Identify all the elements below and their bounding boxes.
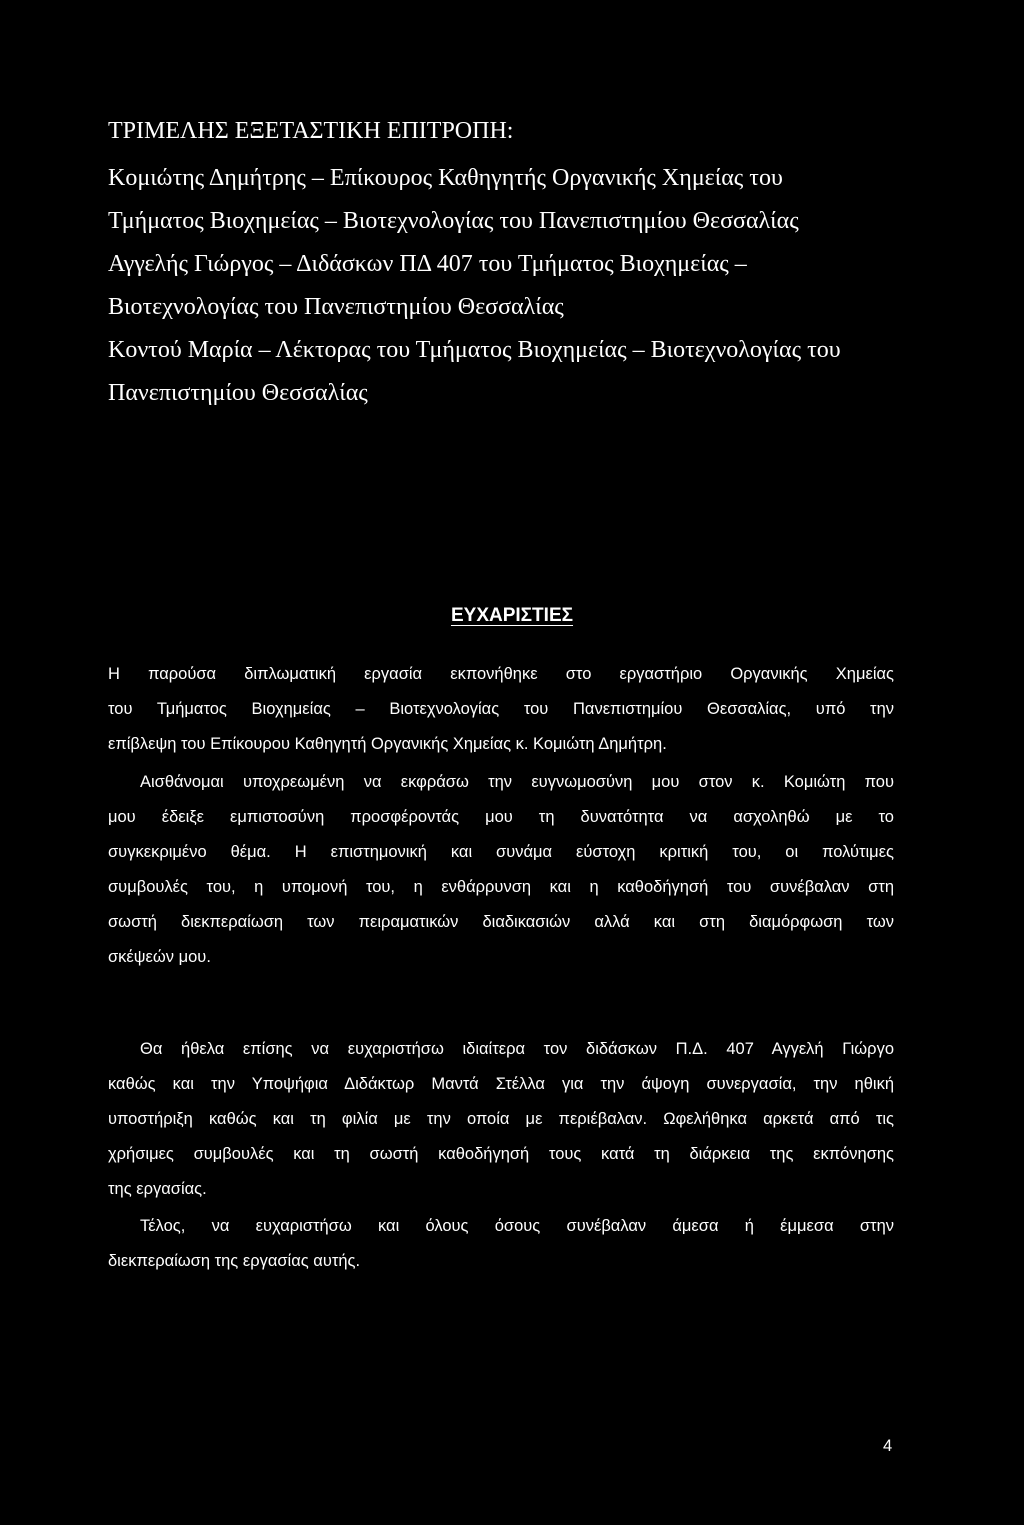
paragraph-line: Αισθάνομαι υποχρεωμένη να εκφράσω την ευγνωμοσύνη μου στον κ. Κομιώτη που xyxy=(140,773,894,791)
page-number: 4 xyxy=(883,1437,893,1455)
committee-line: Τμήματος Βιοχημείας – Βιοτεχνολογίας του Πανεπιστημίου Θεσσαλίας xyxy=(108,208,799,234)
paragraph-line: Θα ήθελα επίσης να ευχαριστήσω ιδιαίτερα τον διδάσκων Π.Δ. 407 Αγγελή Γιώργο xyxy=(140,1040,894,1058)
committee-heading: ΤΡΙΜΕΛΗΣ ΕΞΕΤΑΣΤΙΚΗ ΕΠΙΤΡΟΠΗ: xyxy=(108,118,514,144)
paragraph-line: επίβλεψη του Επίκουρου Καθηγητή Οργανικής Χημείας κ. Κομιώτη Δημήτρη. xyxy=(108,735,667,753)
paragraph-line: Τέλος, να ευχαριστήσω και όλους όσους συνέβαλαν άμεσα ή έμμεσα στην xyxy=(140,1217,894,1235)
paragraph-line: σωστή διεκπεραίωση των πειραματικών διαδικασιών αλλά και στη διαμόρφωση των xyxy=(108,913,894,931)
paragraph-line: της εργασίας. xyxy=(108,1180,207,1198)
committee-line: Αγγελής Γιώργος – Διδάσκων ΠΔ 407 του Τμήματος Βιοχημείας – xyxy=(108,251,747,277)
acknowledgements-title: ΕΥΧΑΡΙΣΤΙΕΣ xyxy=(450,605,574,626)
paragraph-line: Η παρούσα διπλωματική εργασία εκπονήθηκε στο εργαστήριο Οργανικής Χημείας xyxy=(108,665,894,683)
paragraph-line: του Τμήματος Βιοχημείας – Βιοτεχνολογίας του Πανεπιστημίου Θεσσαλίας, υπό την xyxy=(108,700,894,718)
paragraph-line: σκέψεών μου. xyxy=(108,948,211,966)
paragraph-line: συμβουλές του, η υπομονή του, η ενθάρρυνση και η καθοδήγησή του συνέβαλαν στη xyxy=(108,878,894,896)
paragraph-line: χρήσιμες συμβουλές και τη σωστή καθοδήγησή τους κατά τη διάρκεια της εκπόνησης xyxy=(108,1145,894,1163)
committee-line: Πανεπιστημίου Θεσσαλίας xyxy=(108,380,368,406)
paragraph-line: καθώς και την Υποψήφια Διδάκτωρ Μαντά Στέλλα για την άψογη συνεργασία, την ηθική xyxy=(108,1075,894,1093)
committee-line: Κοντού Μαρία – Λέκτορας του Τμήματος Βιοχημείας – Βιοτεχνολογίας του xyxy=(108,337,841,363)
committee-line: Βιοτεχνολογίας του Πανεπιστημίου Θεσσαλίας xyxy=(108,294,564,320)
paragraph-line: μου έδειξε εμπιστοσύνη προσφέροντάς μου τη δυνατότητα να ασχοληθώ με το xyxy=(108,808,894,826)
committee-line: Κομιώτης Δημήτρης – Επίκουρος Καθηγητής Οργανικής Χημείας του xyxy=(108,165,783,191)
paragraph-line: υποστήριξη καθώς και τη φιλία με την οποία με περιέβαλαν. Ωφελήθηκα αρκετά από τις xyxy=(108,1110,894,1128)
paragraph-line: διεκπεραίωση της εργασίας αυτής. xyxy=(108,1252,361,1270)
paragraph-line: συγκεκριμένο θέμα. Η επιστημονική και συνάμα εύστοχη κριτική του, οι πολύτιμες xyxy=(108,843,894,861)
